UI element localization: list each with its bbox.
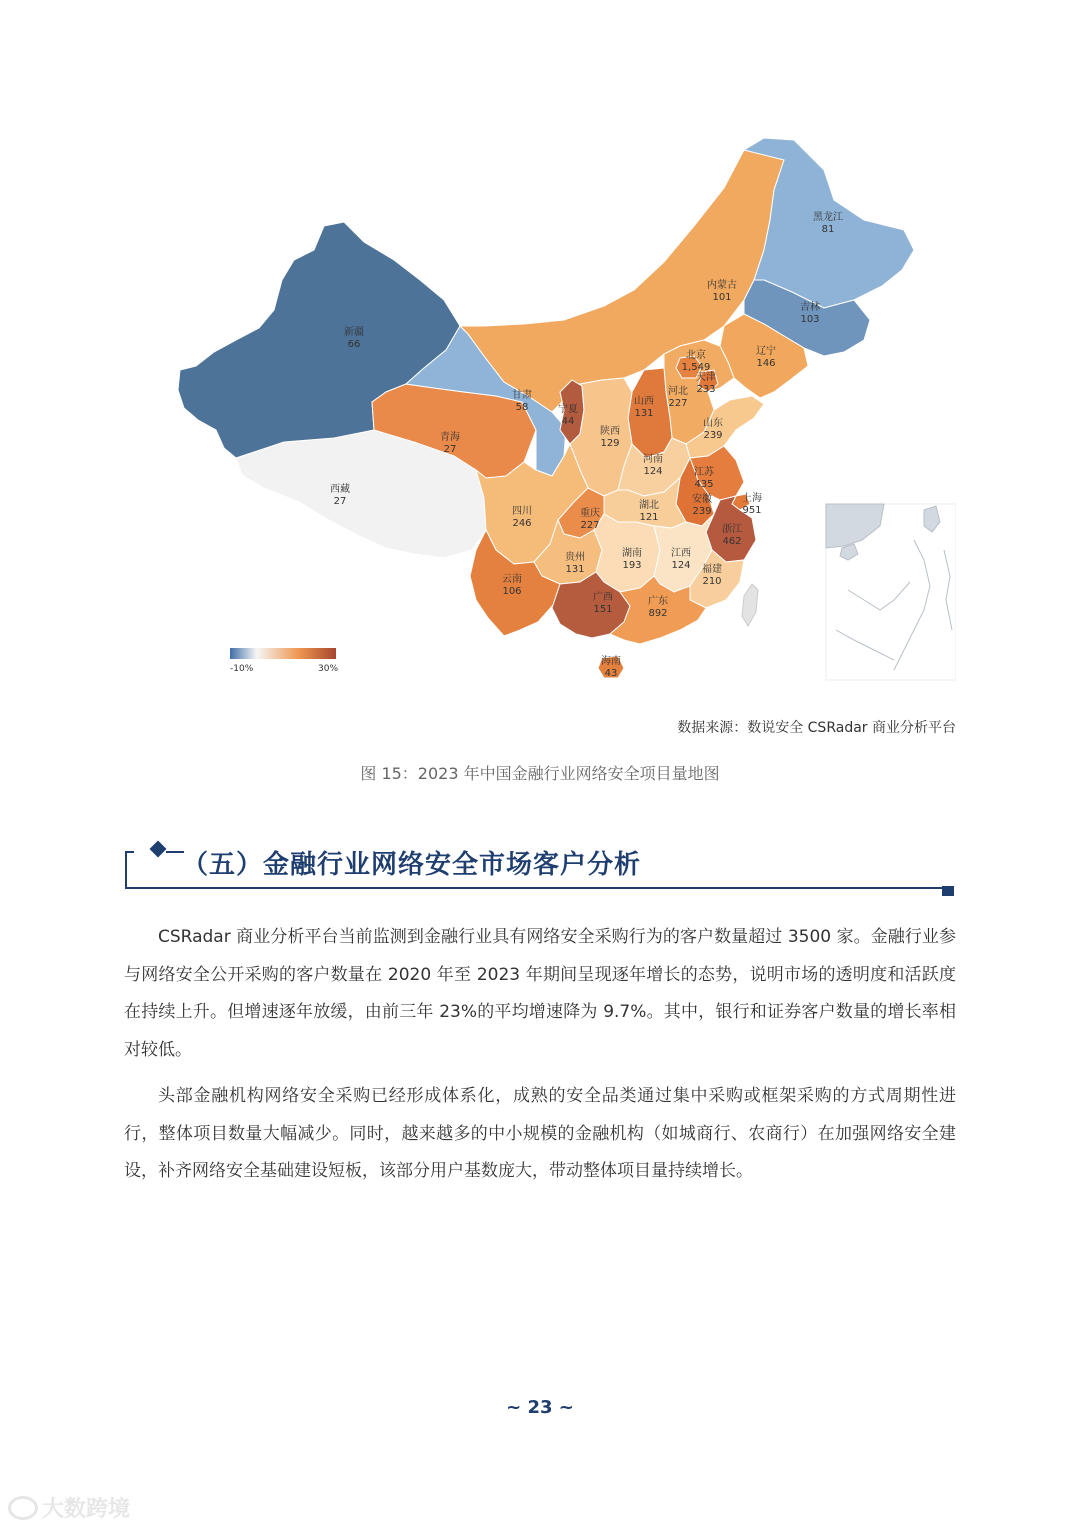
province-value: 103 (800, 314, 820, 325)
province-name: 四川 (512, 506, 532, 517)
province-name: 山西 (634, 396, 654, 407)
province-value: 43 (604, 668, 618, 679)
province-name: 北京 (686, 350, 706, 361)
province-label-jiangsu (694, 465, 715, 490)
square-icon (942, 886, 954, 896)
province-value: 435 (694, 479, 714, 490)
watermark-logo-icon (8, 1496, 38, 1520)
province-name: 吉林 (800, 302, 820, 313)
province-name: 湖北 (639, 500, 659, 511)
province-name: 西藏 (330, 484, 350, 495)
province-name: 云南 (502, 574, 522, 585)
section-header (124, 836, 956, 896)
province-value: 129 (600, 438, 620, 449)
province-label-zhejiang (722, 522, 742, 547)
province-value: 27 (443, 444, 457, 455)
province-value: 124 (671, 560, 691, 571)
province-name: 重庆 (580, 508, 600, 519)
province-label-henan (643, 452, 663, 477)
province-value: 210 (702, 576, 722, 587)
province-value: 124 (643, 466, 663, 477)
province-label-shandong (703, 416, 723, 441)
province-value: 44 (561, 416, 575, 427)
province-value: 58 (515, 402, 529, 413)
province-name: 河北 (668, 386, 688, 397)
province-label-guangxi (593, 590, 613, 615)
province-label-hubei (639, 498, 659, 523)
province-name: 青海 (440, 432, 460, 443)
province-name: 上海 (742, 493, 762, 504)
legend-min-label: -10% (230, 664, 254, 674)
south-china-sea-inset (826, 504, 956, 680)
province-name: 贵州 (565, 552, 585, 563)
province-name: 湖南 (622, 548, 642, 559)
province-name: 山东 (703, 418, 723, 429)
province-label-anhui (692, 492, 712, 517)
province-label-chongqing (580, 506, 600, 531)
province-label-shaanxi (600, 424, 620, 449)
province-value: 1,549 (681, 362, 711, 373)
province-name: 江苏 (694, 467, 714, 478)
china-choropleth-map (124, 130, 956, 702)
province-label-shanghai (742, 491, 762, 516)
province-label-hunan (622, 546, 642, 571)
diamond-icon (150, 841, 167, 858)
paragraph-1 (124, 919, 956, 1069)
province-name: 甘肃 (512, 390, 532, 401)
province-label-shanxi (634, 394, 654, 419)
province-name: 海南 (601, 656, 621, 667)
province-value: 66 (347, 339, 361, 350)
legend-max-label: 30% (318, 664, 339, 674)
province-value: 227 (668, 398, 688, 409)
province-name: 浙江 (722, 524, 742, 535)
province-value: 227 (580, 520, 600, 531)
province-label-liaoning (756, 344, 776, 369)
legend-gradient-bar (230, 648, 336, 659)
paragraph-2 (124, 1078, 956, 1191)
province-label-tianjin (696, 370, 716, 395)
province-label-guizhou (565, 550, 585, 575)
province-name: 黑龙江 (813, 212, 843, 223)
province-label-fujian (702, 562, 722, 587)
region-taiwan (742, 584, 758, 626)
province-value: 131 (565, 564, 585, 575)
province-label-guangdong (648, 594, 668, 619)
province-name: 江西 (671, 548, 691, 559)
province-value: 892 (648, 608, 668, 619)
section-title: （五）金融行业网络安全市场客户分析 (182, 850, 642, 880)
province-name: 广西 (593, 592, 613, 603)
province-value: 131 (634, 408, 654, 419)
province-value: 27 (333, 496, 347, 507)
data-source: 数据来源：数说安全 CSRadar 商业分析平台 (677, 720, 956, 736)
province-value: 233 (696, 384, 716, 395)
province-label-yunnan (502, 572, 522, 597)
page-number: ~ 23 ~ (506, 1397, 574, 1418)
province-name: 宁夏 (558, 404, 578, 415)
province-name: 陕西 (600, 426, 620, 437)
figure-caption: 图 15：2023 年中国金融行业网络安全项目量地图 (360, 764, 720, 783)
watermark (8, 1492, 130, 1523)
province-name: 内蒙古 (707, 280, 737, 291)
province-value: 81 (821, 224, 835, 235)
province-value: 246 (512, 518, 532, 529)
province-name: 辽宁 (756, 346, 776, 357)
province-value: 151 (593, 604, 613, 615)
province-name: 新疆 (344, 327, 364, 338)
province-value: 146 (756, 358, 776, 369)
province-label-jilin (800, 300, 820, 325)
province-name: 河南 (643, 454, 663, 465)
province-value: 121 (639, 512, 659, 523)
province-name: 广东 (648, 596, 668, 607)
province-value: 239 (692, 506, 712, 517)
watermark-text: 大数跨境 (42, 1497, 131, 1522)
province-name: 福建 (702, 564, 722, 575)
province-value: 462 (722, 536, 742, 547)
province-value: 193 (622, 560, 642, 571)
province-value: 106 (502, 586, 522, 597)
province-name: 安徽 (692, 494, 712, 505)
province-value: 951 (742, 505, 762, 516)
paragraph-text: 头部金融机构网络安全采购已经形成体系化，成熟的安全品类通过集中采购或框架采购的方式周期性进行，整体项目数量大幅减少。同时，越来越多的中小规模的金融机构（如城商行、农商行）在加强网络安全建设，补齐网络安全基础建设短板，该部分用户基数庞大，带动整体项目量持续增长。 (124, 1086, 956, 1181)
paragraph-text: CSRadar 商业分析平台当前监测到金融行业具有网络安全采购行为的客户数量超过 3500 家。金融行业参与网络安全公开采购的客户数量在 2020 年至 2023 年期间呈现逐年增长的态势，说明市场的透明度和活跃度在持续上升。但增速逐年放缓，由前三年 23%的平均增速降为 9.7%。其中，银行和证券客户数量的增长率相对较低。 (124, 927, 956, 1060)
province-value: 239 (703, 430, 723, 441)
province-name: 天津 (696, 372, 716, 383)
color-legend (230, 648, 338, 674)
province-value: 101 (712, 292, 732, 303)
